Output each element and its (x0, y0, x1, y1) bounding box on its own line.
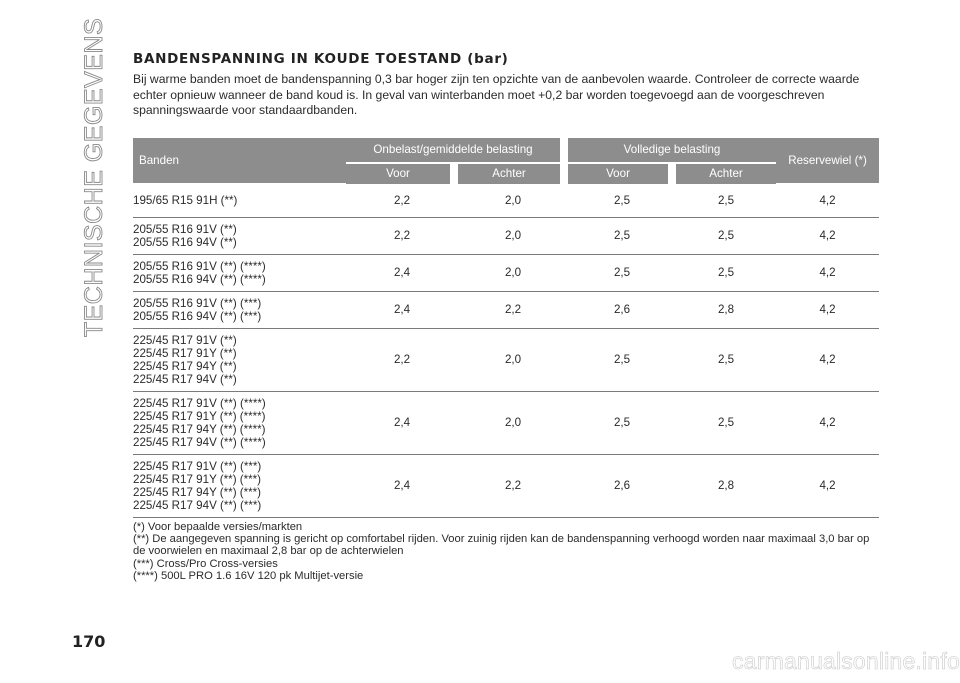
value-reserve: 4,2 (819, 229, 836, 242)
value-volledig-voor: 2,5 (613, 193, 631, 207)
value-volledig-achter: 2,5 (717, 229, 735, 242)
page-heading: BANDENSPANNING IN KOUDE TOESTAND (bar) (133, 51, 509, 67)
value-reserve: 4,2 (819, 266, 836, 279)
col-header-group-volledig: Volledige belasting (568, 138, 776, 163)
footnotes (133, 521, 879, 583)
value-onbelast-voor: 2,2 (393, 193, 411, 207)
table-row (133, 291, 879, 328)
tyre-pressure-table (133, 138, 879, 518)
value-volledig-voor: 2,5 (613, 416, 631, 429)
col-header-voor-1: Voor (346, 163, 450, 184)
value-onbelast-achter: 2,0 (504, 353, 522, 366)
header-gap (668, 163, 676, 184)
value-onbelast-voor: 2,2 (393, 229, 411, 242)
watermark: carmanualsonline.info (732, 648, 960, 674)
value-volledig-achter: 2,5 (717, 266, 735, 279)
value-reserve: 4,2 (819, 479, 836, 492)
value-volledig-achter: 2,5 (717, 416, 735, 429)
value-reserve: 4,2 (819, 416, 836, 429)
intro-paragraph: Bij warme banden moet de bandenspanning 0,3 bar hoger zijn ten opzichte van de aanbevolen waarde. Controleer de correcte waarde echter opnieuw wanneer de band koud is. In geval van winterbanden moet +0,2 bar worden toegevoegd aan de voorgeschreven spanningswaarde voor standaardbanden. (133, 72, 860, 117)
header-gap (450, 163, 458, 184)
table-row (133, 454, 879, 517)
tyre-sizes: 225/45 R17 91V (**) (***) 225/45 R17 91Y (**) (***) 225/45 R17 94Y (**) (***) 225/45 R17 94V (**) (***) (133, 459, 262, 512)
tyre-sizes: 205/55 R16 91V (**) (***) 205/55 R16 94V (**) (***) (133, 296, 262, 323)
value-volledig-achter: 2,8 (717, 303, 735, 316)
col-header-achter-1: Achter (458, 163, 560, 184)
value-volledig-achter: 2,5 (717, 193, 735, 207)
tyre-sizes: 225/45 R17 91V (**) (****) 225/45 R17 91Y (**) (****) 225/45 R17 94Y (**) (****) 225/45 R17 94V (**) (****) (133, 396, 266, 449)
section-side-title (70, 17, 120, 337)
footnote: (****) 500L PRO 1.6 16V 120 pk Multijet-versie (133, 570, 364, 583)
col-header-reserve: Reservewiel (*) (776, 138, 879, 184)
value-volledig-voor: 2,5 (613, 229, 631, 242)
value-onbelast-achter: 2,0 (504, 194, 522, 207)
value-volledig-voor: 2,6 (613, 479, 631, 492)
page-content (133, 50, 879, 583)
tyre-sizes: 225/45 R17 91V (**) 225/45 R17 91Y (**) 225/45 R17 94Y (**) 225/45 R17 94V (**) (133, 333, 237, 386)
page-number: 170 (72, 632, 106, 651)
value-volledig-voor: 2,6 (613, 303, 631, 316)
value-reserve: 4,2 (819, 353, 836, 366)
table-header-row-1 (133, 138, 879, 163)
col-header-achter-2: Achter (676, 163, 776, 184)
col-header-banden: Banden (133, 138, 346, 184)
value-onbelast-voor: 2,4 (393, 303, 411, 316)
value-onbelast-achter: 2,0 (504, 416, 522, 429)
tyre-sizes: 195/65 R15 91H (**) (133, 194, 238, 207)
table-row (133, 184, 879, 218)
value-onbelast-achter: 2,0 (504, 266, 522, 279)
table-row (133, 391, 879, 454)
value-onbelast-voor: 2,2 (393, 353, 411, 366)
value-onbelast-voor: 2,4 (393, 416, 411, 429)
footnote: (***) Cross/Pro Cross-versies (133, 557, 278, 570)
footnote: (**) De aangegeven spanning is gericht op comfortabel rijden. Voor zuinig rijden kan de bandenspanning verhoogd worden naar maximaal 3,0 bar op de voorwielen en maximaal 2,8 bar op de achterwielen (133, 532, 870, 558)
value-reserve: 4,2 (819, 194, 836, 207)
table-row (133, 254, 879, 291)
footnote: (*) Voor bepaalde versies/markten (133, 520, 303, 533)
section-side-title-text: TECHNISCHE GEGEVENS (80, 17, 109, 337)
value-volledig-voor: 2,5 (613, 353, 631, 366)
header-gap (560, 138, 568, 184)
value-volledig-voor: 2,5 (613, 266, 631, 279)
value-onbelast-achter: 2,2 (504, 479, 522, 492)
value-onbelast-voor: 2,4 (393, 479, 411, 492)
tyre-sizes: 205/55 R16 91V (**) 205/55 R16 94V (**) (133, 222, 237, 249)
tyre-sizes: 205/55 R16 91V (**) (****) 205/55 R16 94V (**) (****) (133, 259, 266, 286)
col-header-voor-2: Voor (568, 163, 668, 184)
value-reserve: 4,2 (819, 303, 836, 316)
table-row (133, 328, 879, 391)
value-volledig-achter: 2,5 (717, 353, 735, 366)
col-header-group-onbelast: Onbelast/gemiddelde belasting (346, 138, 560, 163)
value-onbelast-achter: 2,0 (504, 229, 522, 242)
value-volledig-achter: 2,8 (717, 479, 735, 492)
table-row (133, 217, 879, 254)
value-onbelast-voor: 2,4 (393, 266, 411, 279)
value-onbelast-achter: 2,2 (504, 303, 522, 316)
